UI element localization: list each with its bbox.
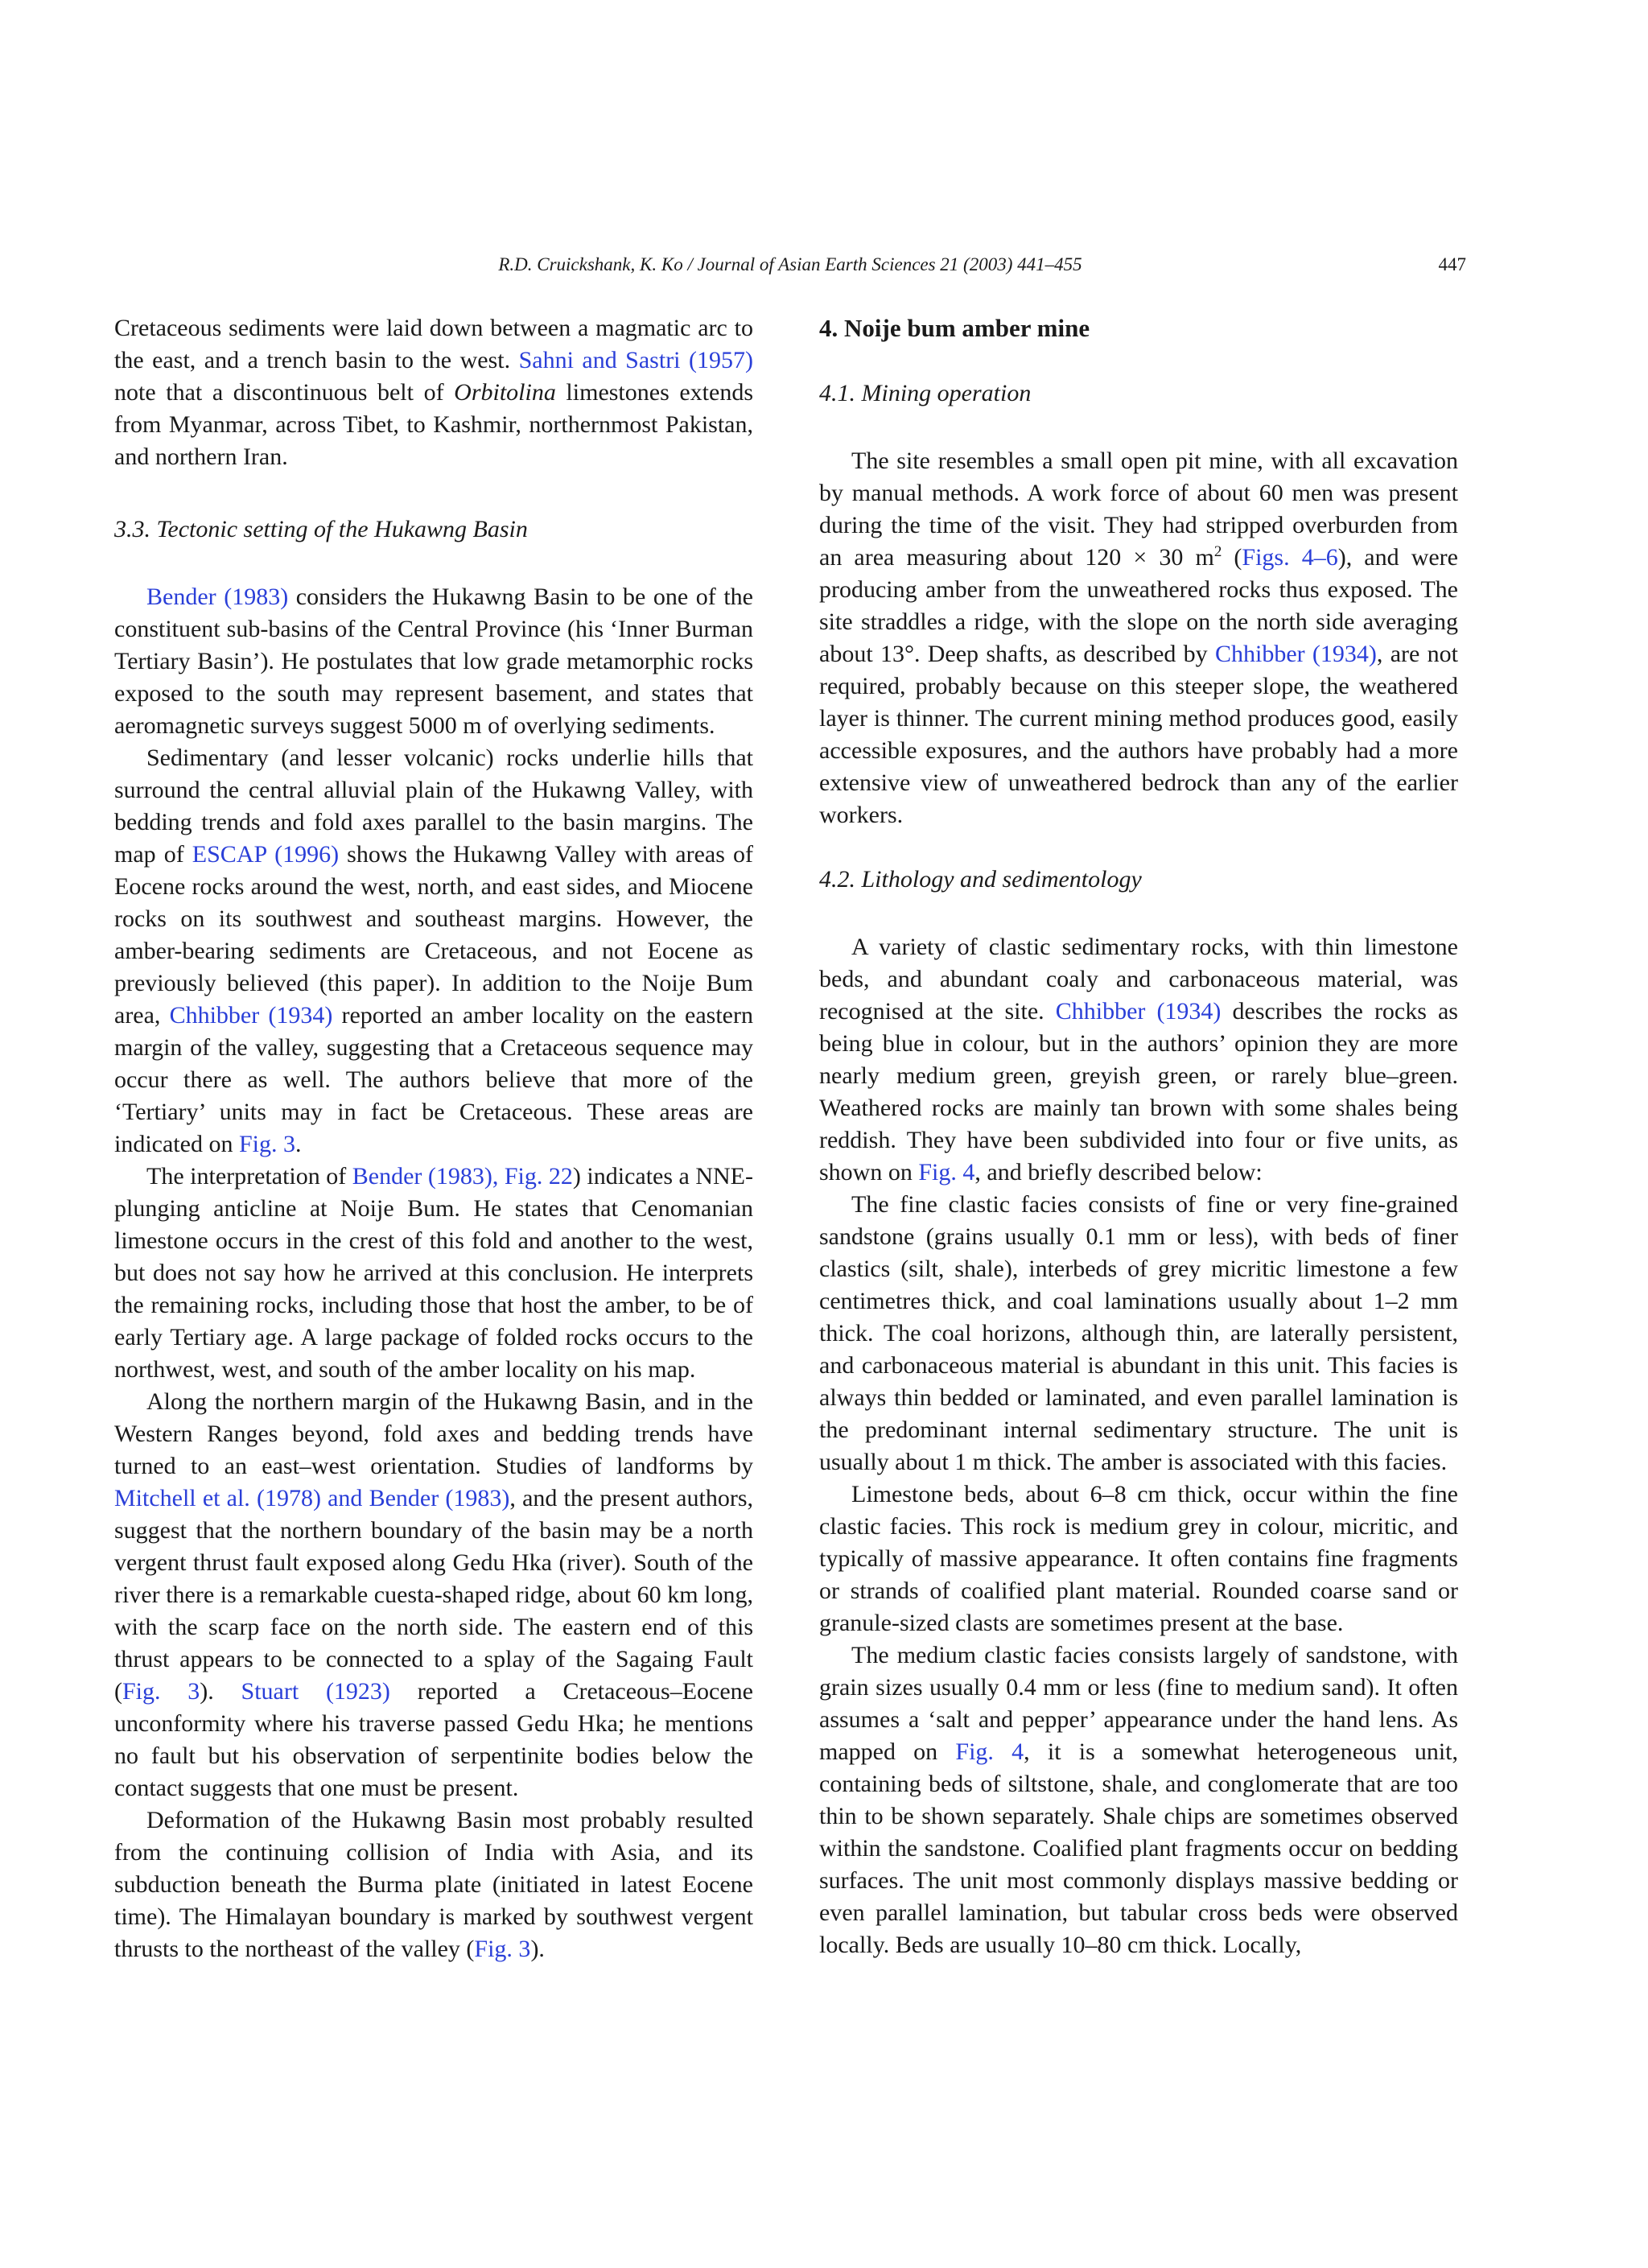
paragraph: A variety of clastic sedimentary rocks, with thin limestone beds, and abundant coaly and carbonaceous material, was recognised at the site. Chhibber (1934) describes the rocks as being blue in colour, but in the authors’ opinion they are more nearly medium green, greyish green, or rarely blue–green. Weathered rocks are mainly tan brown with some shales being reddish. They have been subdivided into four or five units, as shown on Fig. 4, and briefly described below: xyxy=(819,934,1458,1186)
figure-link[interactable]: Fig. 3 xyxy=(474,1936,531,1962)
section-heading-4-2: 4.2. Lithology and sedimentology xyxy=(819,866,1142,893)
paragraph: Deformation of the Hukawng Basin most probably resulted from the continuing collision of India with Asia, and its subduction beneath the Burma plate (initiated in latest Eocene time). The Himalayan boundary is marked by southwest vergent thrusts to the northeast of the valley (Fig. 3). xyxy=(114,1807,753,1962)
paragraph: Cretaceous sediments were laid down between a magmatic arc to the east, and a trench basin to the west. Sahni and Sastri (1957) note that a discontinuous belt of Orbitolina limestones extends from Myanmar, across Tibet, to Kashmir, northernmost Pakistan, and northern Iran. xyxy=(114,315,753,470)
figure-link[interactable]: Figs. 4–6 xyxy=(1242,544,1338,571)
running-head xyxy=(114,254,1466,282)
paragraph: The fine clastic facies consists of fine or very fine-grained sandstone (grains usually 0.1 mm or less), with beds of finer clastics (silt, shale), interbeds of grey micritic limestone a few centimetres thick, and coal laminations usually about 1–2 mm thick. The coal horizons, although thin, are laterally persistent, and carbonaceous material is abundant in this unit. This facies is always thin bedded or laminated, and even parallel lamination is the predominant internal sedimentary structure. The unit is usually about 1 m thick. The amber is associated with this facies. xyxy=(819,1191,1458,1475)
paragraph: Along the northern margin of the Hukawng Basin, and in the Western Ranges beyond, fold axes and bedding trends have turned to an east–west orientation. Studies of landforms by Mitchell et al. (1978) and Bender (1983), and the present authors, suggest that the northern boundary of the basin may be a north vergent thrust fault exposed along Gedu Hka (river). South of the river there is a remarkable cuesta-shaped ridge, about 60 km long, with the scarp face on the north side. The eastern end of this thrust appears to be connected to a splay of the Sagaing Fault (Fig. 3). Stuart (1923) reported a Cretaceous–Eocene unconformity where his traverse passed Gedu Hka; he mentions no fault but his observation of serpentinite bodies below the contact suggests that one must be present. xyxy=(114,1388,754,1801)
figure-link[interactable]: Fig. 3 xyxy=(238,1131,295,1157)
citation-link[interactable]: Sahni and Sastri (1957) xyxy=(518,347,753,373)
paragraph: Limestone beds, about 6–8 cm thick, occur within the fine clastic facies. This rock is medium grey in colour, micritic, and typically of massive appearance. It often contains fine fragments or strands of coalified plant material. Rounded coarse sand or granule-sized clasts are sometimes present at the base. xyxy=(819,1481,1458,1636)
paragraph: Bender (1983) considers the Hukawng Basin to be one of the constituent sub-basins of the Central Province (his ‘Inner Burman Tertiary Basin’). He postulates that low grade metamorphic rocks exposed to the south may represent basement, and states that aeromagnetic surveys suggest 5000 m of overlying sediments. xyxy=(114,583,753,739)
citation-link[interactable]: Chhibber (1934) xyxy=(1055,998,1222,1025)
paragraph: The medium clastic facies consists largely of sandstone, with grain sizes usually 0.4 mm or less (fine to medium sand). It often assumes a ‘salt and pepper’ appearance under the hand lens. As mapped on Fig. 4, it is a somewhat heterogeneous unit, containing beds of siltstone, shale, and conglomerate that are too thin to be shown separately. Shale chips are sometimes observed within the sandstone. Coalified plant fragments occur on bedding surfaces. The unit most commonly displays massive bedding or even parallel lamination, but tabular cross beds were observed locally. Beds are usually 10–80 cm thick. Locally, xyxy=(819,1642,1458,1958)
section-heading-4-1: 4.1. Mining operation xyxy=(819,380,1032,406)
citation-link[interactable]: Chhibber (1934) xyxy=(1214,641,1377,667)
figure-link[interactable]: Fig. 4 xyxy=(918,1159,975,1186)
right-column xyxy=(819,312,1458,1961)
page-number: 447 xyxy=(1438,254,1466,274)
citation-link[interactable]: Mitchell et al. (1978) and Bender (1983) xyxy=(114,1485,510,1511)
citation-link[interactable]: Bender (1983) xyxy=(146,583,289,610)
paragraph: The interpretation of Bender (1983), Fig. 22) indicates a NNE-plunging anticline at Noije Bum. He states that Cenomanian limestone occurs in the crest of this fold and another to the west, but does not say how he arrived at this conclusion. He interprets the remaining rocks, including those that host the amber, to be of early Tertiary age. A large package of folded rocks occurs to the northwest, west, and south of the amber locality on his map. xyxy=(114,1163,753,1383)
citation-link[interactable]: Stuart (1923) xyxy=(241,1678,390,1705)
citation-link[interactable]: ESCAP (1996) xyxy=(192,841,340,868)
paragraph: The site resembles a small open pit mine, with all excavation by manual methods. A work force of about 60 men was present during the time of the visit. They had stripped overburden from an area measuring about 120 × 30 $m^2$ (Figs. 4–6), and were producing amber from the unweathered rocks thus exposed. The site straddles a ridge, with the slope on the north side averaging about 13°. Deep shafts, as described by Chhibber (1934), are not required, probably because on this steeper slope, the weathered layer is thinner. The current mining method produces good, easily accessible exposures, and the authors have probably had a more extensive view of unweathered bedrock than any of the earlier workers. xyxy=(819,447,1458,828)
section-heading-3-3: 3.3. Tectonic setting of the Hukawng Basin xyxy=(114,516,528,542)
figure-link[interactable]: Fig. 3 xyxy=(122,1678,200,1705)
paragraph: Sedimentary (and lesser volcanic) rocks underlie hills that surround the central alluvial plain of the Hukawng Valley, with bedding trends and fold axes parallel to the basin margins. The map of ESCAP (1996) shows the Hukawng Valley with areas of Eocene rocks around the west, north, and east sides, and Miocene rocks on its southwest and southeast margins. However, the amber-bearing sediments are Cretaceous, and not Eocene as previously believed (this paper). In addition to the Noije Bum area, Chhibber (1934) reported an amber locality on the eastern margin of the valley, suggesting that a Cretaceous sequence may occur there as well. The authors believe that more of the ‘Tertiary’ units may in fact be Cretaceous. These areas are indicated on Fig. 3. xyxy=(114,744,753,1157)
citation-link[interactable]: Bender (1983), Fig. 22 xyxy=(352,1163,573,1190)
citation-link[interactable]: Chhibber (1934) xyxy=(169,1002,333,1029)
section-heading-4: 4. Noije bum amber mine xyxy=(819,314,1090,342)
figure-link[interactable]: Fig. 4 xyxy=(955,1738,1024,1765)
left-column xyxy=(114,312,753,1965)
journal-citation: R.D. Cruickshank, K. Ko / Journal of Asian Earth Sciences 21 (2003) 441–455 xyxy=(498,254,1082,274)
